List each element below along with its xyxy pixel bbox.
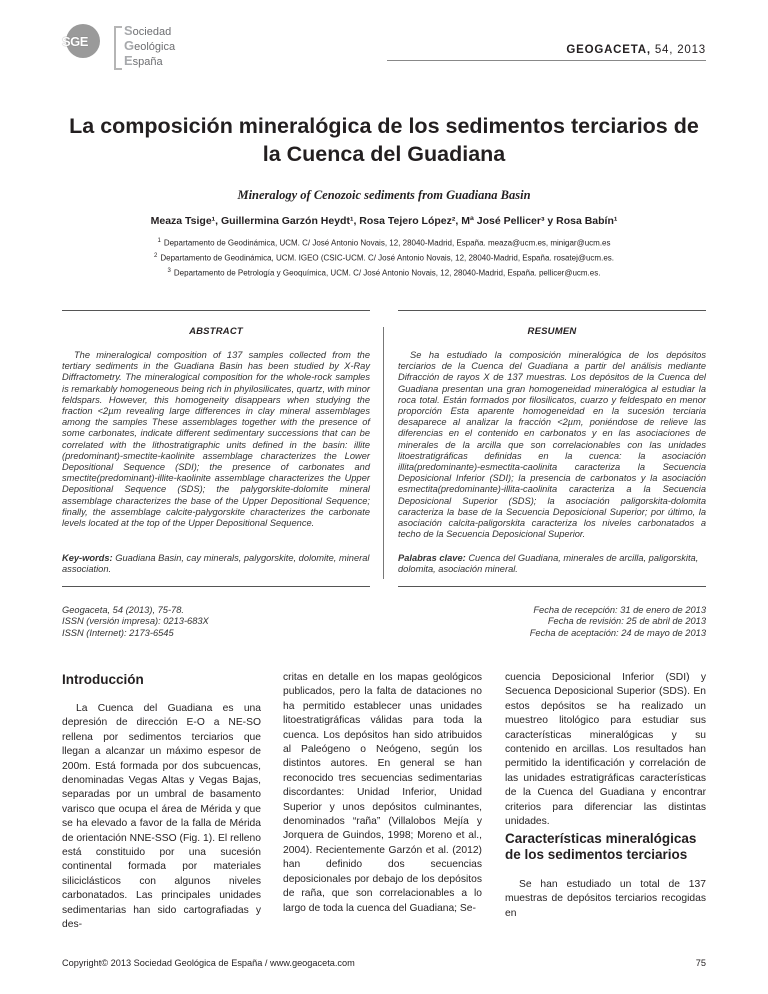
resumen-label: RESUMEN	[527, 326, 577, 337]
authors: Meaza Tsige¹, Guillermina Garzón Heydt¹, Rosa Tejero López², Mª José Pellicer³ y Rosa Babín¹	[150, 215, 618, 227]
abstract-top-rule	[62, 310, 370, 311]
society-name	[124, 24, 175, 69]
society-line-2: Geológica	[124, 38, 176, 53]
intro-col-3: cuencia Deposicional Inferior (SDI) y Secuenca Deposicional Superior (SDS). En estos depósitos se ha realizado un muestreo litológico para estudiar sus características mineralógicas y su contenido en arcillas. Los resultados han permitido la identificación y correlación de las unidades estratigráficas características de la Cuenca del Guadiana y encontrar criterios para diferenciar las distintas unidades.	[505, 672, 706, 828]
citation-block: Geogaceta, 54 (2013), 75-78. ISSN (versión impresa): 0213-683X ISSN (Internet): 2173-6545	[62, 605, 209, 638]
resumen-text: Se ha estudiado la composición mineralógica de los depósitos terciarios de la Cuenca del Guadiana a partir del análisis mediante Difracción de rayos X de 137 muestras. Los depósitos de la Cuenca del Guadiana presentan una gran homogeneidad mineralógica al estudiar la roca total. Están formados por filosilicatos, cuarzo y feldespato en menor proporción Esta aparente homogeneidad en la sucesión terciaria desaparece al analizar la fracción <2µm, poniéndose de relieve las diferencias en el contenido en carbonatos y en las asociaciones de minerales de la arcilla que son correlacionables con las unidades litoestratigráficas definidas en la cuenca: la asociación illita(predominante)-esmectita-caolinita caracteriza la Secuencia Deposicional Inferior (SDI); la presencia de carbonatos y la asociación esmectita(predominante)-illita-caolinita caracteriza a la Secuencia Deposicional Superior (SDS); la asociación paligorskita-dolomita caracteriza la base de la Secuencia Deposicional Superior; por último, la asociación calcita-paligorskita caracteriza los niveles carbonatados a techo de la Secuencia Deposicional Superior.	[398, 350, 706, 540]
resumen-keywords: Palabras clave: Cuenca del Guadiana, minerales de arcilla, paligorskita, dolomita, asociación mineral.	[398, 553, 699, 575]
abstract-bottom-rule	[62, 586, 370, 587]
footer-copyright: Copyright© 2013 Sociedad Geológica de España / www.geogaceta.com	[62, 958, 355, 968]
society-logo	[62, 22, 182, 68]
affiliation-3: $^3$ Departamento de Petrología y Geoquímica, UCM. C/ José Antonio Novais, 12, 28040-Madrid, España. pellicer@ucm.es.	[167, 268, 601, 278]
logo-bracket	[114, 26, 122, 70]
affiliation-1: $^1$ Departamento de Geodinámica, UCM. C/ José Antonio Novais, 12, 28040-Madrid, España. meaza@ucm.es, minigar@ucm.es	[157, 238, 611, 248]
journal-issue: 54, 2013	[654, 44, 706, 56]
section2-text: Se han estudiado un total de 137 muestras de depósitos terciarios recogidas en	[505, 879, 706, 919]
abstract-divider	[383, 327, 384, 579]
abstract-keywords: Key-words: Guadiana Basin, cay minerals, palygorskite, dolomite, mineral association.	[62, 553, 370, 575]
intro-col-2: critas en detalle en los mapas geológicos publicados, pero la falta de dataciones no ha permitido establecer unas unidades litoestratigráficas válidas para toda la cuenca. Los depósitos han sido atribuidos al Paleógeno o Neógeno, según los distintos autores. En general se han reconocido tres secuencias sedimentarias discordantes: Unidad Inferior, Unidad Superior y unos depósitos culminantes, denominados “raña” (Villalobos Mejía y Jorquera de Guindos, 1998; Moreno et al., 2004). Recientemente Garzón et al. (2012) han definido dos secuencias deposicionales por debajo de los depósitos de raña, que son correlacionables a lo largo de toda la cuenca del Guadiana; Se-	[283, 672, 482, 914]
paper-title: La composición mineralógica de los sedimentos terciarios de la Cuenca del Guadiana	[69, 114, 699, 166]
logo-acronym: SGE	[62, 34, 88, 49]
header-rule	[387, 60, 706, 61]
abstract-text: The mineralogical composition of 137 samples collected from the tertiary sediments in the Guadiana Basin has been studied by X-Ray Diffractometry. The mineralogical composition for the whole-rock samples is remarkably homogeneous being rich in phyilosilicates, quartz, with minor feldspars. However, this homogeneity disappears when studying the fraction <2µm revealing large differences in clay mineral assemblages among the samples These assemblages together with the presence of some carbonates, indicate different sedimentary successions that can be correlated with the lithostratigraphic units defined in the basin: illite (predominant)-smectite-kaolinite assemblage characterizes the Lower Depositional Sequence (SDI); the presence of carbonates and smectite(predominant)-illite-kaolinite assemblage characterizes the Upper Depositional Sequence (SDS); the palygorskite-dolomite mineral assemblage characterizes the base of the Upper Depositional Sequence; finally, the assemblage calcite-palygorskite characterizes the carbonate levels located at the top of the Upper Depositional Sequence.	[62, 350, 370, 529]
section2-heading: Características mineralógicas de los sedimentos terciarios	[505, 831, 697, 862]
page-number: 75	[695, 958, 706, 968]
society-line-1: Sociedad	[124, 23, 172, 38]
dates-block: Fecha de recepción: 31 de enero de 2013 Fecha de revisión: 25 de abril de 2013 Fecha de aceptación: 24 de mayo de 2013	[529, 605, 706, 638]
abstract-label: ABSTRACT	[189, 326, 243, 337]
resumen-bottom-rule	[398, 586, 706, 587]
intro-heading: Introducción	[62, 672, 144, 687]
intro-col-1: La Cuenca del Guadiana es una depresión de dirección E-O a NE-SO rellena por sedimentos terciarios que llegan a alcanzar un máximo espesor de 200m. Está formada por dos subcuencas, denominadas Vegas Altas y Vegas Bajas, separadas por un umbral de basamento varisco que ocupa el área de Mérida y que se ha elevado a favor de la falla de Mérida de orientación NNE-SSO (Fig. 1). El relleno está constituido por una sucesión continental formada por materiales siliciclásticos con algunos niveles carbonatados. Las principales unidades sedimentarias han sido cartografiadas y des-	[62, 703, 261, 931]
paper-subtitle: Mineralogy of Cenozoic sediments from Guadiana Basin	[237, 188, 531, 202]
affiliation-2: $^2$ Departamento de Geodinámica, UCM. IGEO (CSIC-UCM. C/ José Antonio Novais, 12, 28040-Madrid, España. rosatej@ucm.es.	[154, 253, 614, 263]
journal-name: GEOGACETA,	[566, 44, 651, 56]
society-line-3: España	[124, 53, 163, 68]
resumen-top-rule	[398, 310, 706, 311]
journal-header	[566, 44, 706, 56]
